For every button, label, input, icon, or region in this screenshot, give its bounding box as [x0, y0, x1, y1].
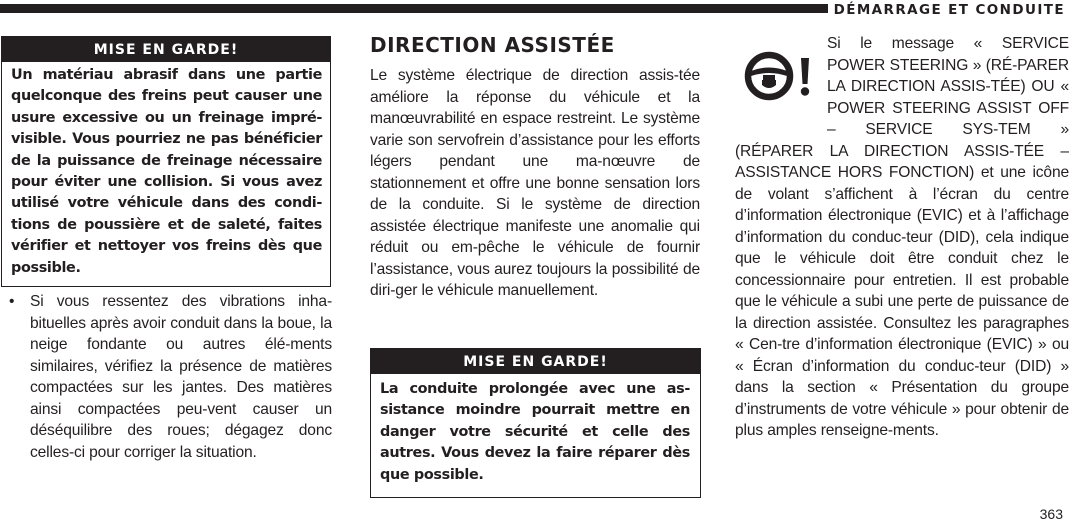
section-title: DÉMARRAGE ET CONDUITE	[833, 2, 1065, 18]
bullet-text: Si vous ressentez des vibrations inha-bituelles après avoir conduit dans la boue, la neige fondante ou autres élé-ments similaires, vérifiez la présence de matières compactées sur les jantes. Des matières ainsi compactées peu-vent causer un déséquilibre des roues; dégagez donc celles-ci pour corriger la situation.	[30, 293, 332, 461]
warning-box-steering	[370, 348, 701, 498]
header-rule	[0, 4, 828, 13]
warning-text: La conduite prolongée avec une as-sistance moindre pourrait mettre en danger votre sécurité et celle des autres. Vous devez la faire réparer dès que possible.	[380, 381, 690, 483]
warning-text: Un matériau abrasif dans une partie quelconque des freins peut causer une usure excessive ou un freinage impré-visible. Vous pourriez ne pas bénéficier de la puissance de freinage nécessaire pour éviter une collision. Si vous avez utilisé votre véhicule dans des condi-tions de poussière et de saleté, faites vérifier et nettoyer vos freins dès que possible.	[11, 67, 322, 276]
warning-title: MISE EN GARDE!	[2, 37, 330, 62]
warning-title: MISE EN GARDE!	[371, 349, 700, 374]
steering-wheel-warning-icon	[735, 33, 821, 120]
bullet-icon: •	[9, 293, 15, 310]
warning-box-brakes	[1, 36, 331, 287]
page-number: 363	[1039, 506, 1063, 522]
bullet-item-vibrations	[9, 291, 332, 463]
right-column	[735, 33, 1069, 483]
service-message-paragraph: Si le message « SERVICE POWER STEERING » (RÉ-PARER LA DIRECTION ASSIS-TÉE) OU « POWER STEERING ASSIST OFF – SERVICE SYS-TEM » (RÉPARER LA DIRECTION ASSIS-TÉE – ASSISTANCE HORS FONCTION) et une icône de volant s’affichent à l’écran du centre d’information électronique (EVIC) et à l’affichage d’information du conduc-teur (DID), cela indique que le véhicule doit être conduit chez le concessionnaire pour entretien. Il est probable que le véhicule a subi une perte de puissance de la direction assistée. Consultez les paragraphes « Cen-tre d’information électronique (EVIC) » ou « Écran d’information du conduc-teur (DID) » dans la section « Présentation du groupe d’instruments de votre véhicule » pour obtenir de plus amples renseigne-ments.	[735, 35, 1069, 439]
section-heading: DIRECTION ASSISTÉE	[370, 33, 615, 57]
power-steering-paragraph: Le système électrique de direction assis-tée améliore la réponse du véhicule et la manœuvrabilité en espace restreint. Le système varie son servofrein d’assistance pour les efforts légers pendant une ma-nœuvre de stationnement et offre une bonne sensation lors de la conduite. Si le système de direction assistée électrique manifeste une anomalie qui réduit ou em-pêche le véhicule de fournir l’assistance, vous aurez toujours la possibilité de diri-ger le véhicule manuellement.	[370, 67, 700, 299]
